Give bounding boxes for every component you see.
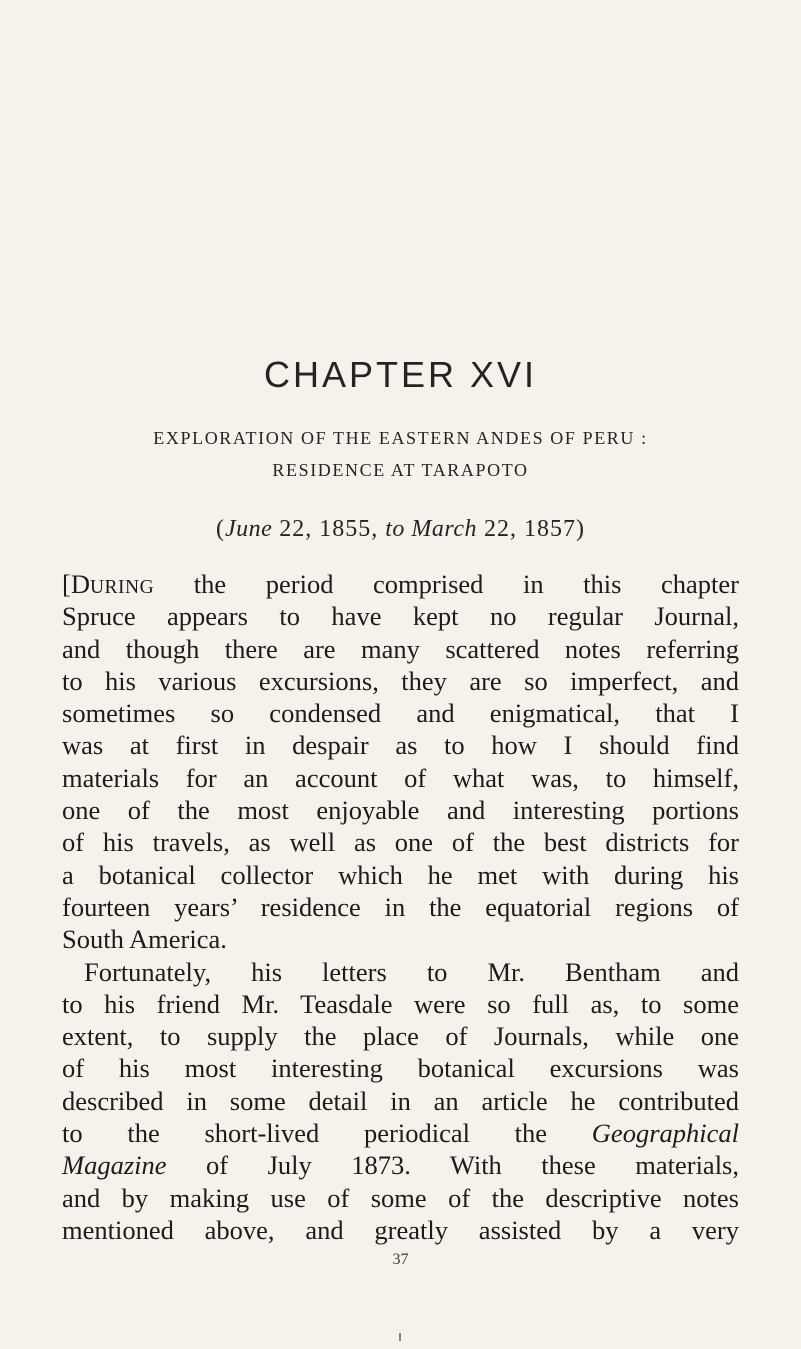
chapter-subtitle-line-2: RESIDENCE AT TARAPOTO <box>272 460 529 480</box>
paragraph-2-line: and by making use of some of the descriptive notes <box>62 1182 739 1213</box>
paragraph-1-line: sometimes so condensed and enigmatical, that I <box>62 698 739 729</box>
drop-capital: D <box>70 569 90 599</box>
paragraph-1-line: to his various excursions, they are so imperfect, and <box>62 665 739 696</box>
chapter-subtitle-line-1: EXPLORATION OF THE EASTERN ANDES OF PERU : <box>153 428 648 448</box>
paragraph-1-line: Spruce appears to have kept no regular Journal, <box>62 601 739 632</box>
periodical-title-part-1: Geographical <box>591 1118 739 1149</box>
line-rest: the period comprised in this chapter <box>154 569 739 599</box>
page-number: 37 <box>392 1251 409 1268</box>
date-from: June <box>224 516 273 542</box>
line-text: to the short-lived periodical the <box>62 1118 592 1149</box>
paragraph-2-line: to his friend Mr. Teasdale were so full as, to some <box>62 988 739 1019</box>
paragraph-1-line: a botanical collector which he met with during his <box>62 859 739 890</box>
opening-bracket: [ <box>62 569 71 599</box>
paragraph-1-line: and though there are many scattered notes referring <box>62 633 739 664</box>
paragraph-1-line: of his travels, as well as one of the best districts for <box>62 827 739 858</box>
paper-speck <box>399 1333 401 1341</box>
chapter-date-range <box>0 516 801 543</box>
paragraph-2-line-with-title <box>62 1117 739 1149</box>
body-text <box>62 568 739 1246</box>
line-text: of July 1873. With these materials, <box>166 1150 739 1181</box>
date-open-paren: ( <box>215 516 225 542</box>
paragraph-1-line: one of the most enjoyable and interesting portions <box>62 795 739 826</box>
paragraph-2-line: extent, to supply the place of Journals, while one <box>62 1021 739 1052</box>
paragraph-2-line: mentioned above, and greatly assisted by a very <box>62 1214 739 1245</box>
chapter-title: CHAPTER XVI <box>263 354 538 395</box>
date-mid-1: 22, 1855, <box>272 516 386 542</box>
date-to: to March <box>385 516 478 542</box>
paragraph-2-line: Fortunately, his letters to Mr. Bentham and <box>84 956 739 987</box>
paragraph-1-line: materials for an account of what was, to himself, <box>62 762 739 793</box>
paragraph-2-line-with-title <box>62 1149 739 1181</box>
date-mid-2: 22, 1857) <box>477 516 586 542</box>
paragraph-1-line: South America. <box>62 924 227 955</box>
small-caps-word: URING <box>89 577 155 598</box>
paragraph-1-line-1 <box>62 568 739 600</box>
periodical-title-part-2: Magazine <box>62 1150 167 1181</box>
paragraph-2-line: described in some detail in an article he contributed <box>62 1085 739 1116</box>
paragraph-1-line: was at first in despair as to how I should find <box>62 730 739 761</box>
paragraph-1-line: fourteen years’ residence in the equatorial regions of <box>62 891 739 922</box>
paragraph-2-line: of his most interesting botanical excursions was <box>62 1053 739 1084</box>
